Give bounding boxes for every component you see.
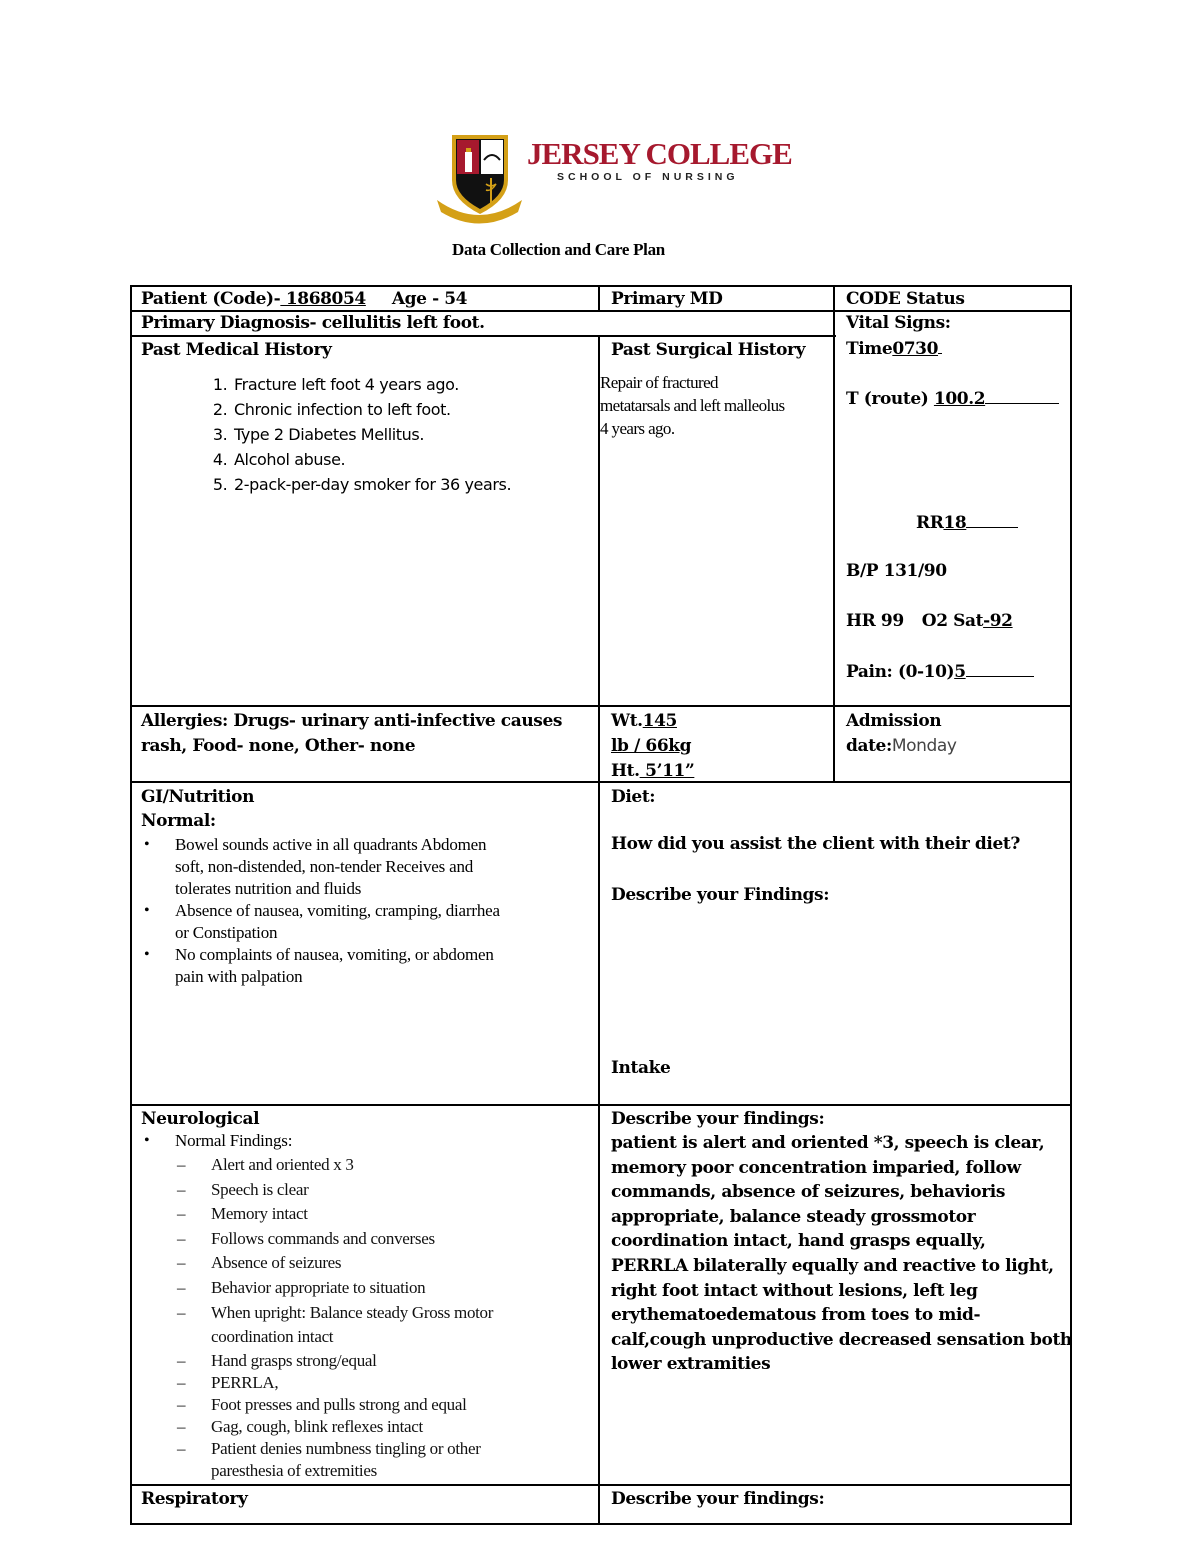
vital-hr: HR 99 (846, 611, 904, 631)
list-item (141, 944, 500, 988)
respiratory-label: Respiratory (141, 1489, 248, 1509)
allergies-line: rash, Food- none, Other- none (141, 736, 416, 756)
logo-brand-text: JERSEY COLLEGE (527, 136, 792, 171)
findings-line: right foot intact without lesions, left leg (611, 1280, 978, 1301)
neuro-normal-findings (141, 1130, 292, 1152)
findings-line: calf,cough unproductive decreased sensation both (611, 1329, 1072, 1350)
surgical-line: 4 years ago. (600, 419, 675, 438)
patient-age: Age - 54 (391, 289, 468, 309)
vital-o2-value: -92 (983, 611, 1013, 631)
list-item: – PERRLA, (175, 1372, 493, 1394)
neuro-normal-findings-label: • Normal Findings: (175, 1131, 293, 1150)
list-item: – Hand grasps strong/equal (175, 1350, 493, 1372)
height-value: 5’11” (639, 761, 695, 781)
intake-label: Intake (611, 1058, 671, 1078)
vital-temp-value: 100.2 (933, 389, 986, 409)
admission-date-line (846, 734, 957, 759)
vital-time-value: 0730 (892, 339, 939, 359)
vital-temp-label: T (route) (846, 389, 929, 409)
findings-line: commands, absence of seizures, behavioris (611, 1182, 1006, 1203)
blank-line (966, 510, 1018, 528)
list-item: – Speech is clear (175, 1178, 493, 1203)
item-line: – Patient denies numbness tingling or other (211, 1438, 481, 1458)
diet-assist-question: How did you assist the client with their diet? (611, 834, 1020, 854)
list-item (141, 1130, 292, 1152)
row-divider (130, 1484, 1072, 1486)
patient-code-value: 1868054 (280, 289, 366, 309)
list-item: – Alert and oriented x 3 (175, 1153, 493, 1178)
past-surgical-history-label: Past Surgical History (611, 340, 806, 360)
column-divider (833, 285, 835, 783)
list-item: – Behavior appropriate to situation (175, 1276, 493, 1301)
diet-label: Diet: (611, 787, 656, 807)
primary-diagnosis: Primary Diagnosis- cellulitis left foot. (141, 313, 485, 333)
item-line: paresthesia of extremities (211, 1460, 377, 1480)
bullet-line: tolerates nutrition and fluids (175, 879, 362, 898)
list-item: 2. Chronic infection to left foot. (232, 397, 511, 422)
logo-subtitle-text: SCHOOL OF NURSING (557, 171, 739, 183)
bullet-line: or Constipation (175, 923, 278, 942)
blank-line (966, 659, 1034, 677)
bullet-line: • Absence of nausea, vomiting, cramping, diarrhea (175, 901, 500, 920)
vital-hr-o2 (846, 609, 1013, 633)
blank-line (985, 386, 1059, 404)
vital-signs-label: Vital Signs: (846, 313, 951, 333)
vital-pain-value: 5 (954, 662, 966, 682)
findings-line: PERRLA bilaterally equally and reactive to light, (611, 1255, 1054, 1276)
list-item (141, 834, 500, 900)
height-label: Ht. (611, 761, 640, 781)
past-surgical-history-text (600, 371, 785, 440)
gi-normal-findings-list (141, 834, 500, 988)
list-item: – Gag, cough, blink reflexes intact (175, 1416, 493, 1438)
vital-pain-label: Pain: (0-10) (846, 662, 955, 682)
weight (611, 709, 694, 734)
neuro-normal-findings-list (175, 1153, 493, 1482)
row-divider (130, 781, 1072, 783)
admission-date (846, 709, 957, 759)
list-item: 3. Type 2 Diabetes Mellitus. (232, 422, 511, 447)
admission-date-value: Monday (891, 736, 957, 756)
weight-label: Wt. (611, 711, 643, 731)
vital-rr-value: 18 (943, 513, 967, 533)
respiratory-findings-label: Describe your findings: (611, 1489, 825, 1509)
bullet-line: pain with palpation (175, 967, 303, 986)
findings-line: appropriate, balance steady grossmotor (611, 1206, 976, 1227)
list-item: – Foot presses and pulls strong and equal (175, 1394, 493, 1416)
blank-line (938, 336, 942, 354)
findings-line: patient is alert and oriented *3, speech is clear, (611, 1133, 1045, 1153)
item-line: coordination intact (211, 1327, 334, 1347)
weight-units: lb / 66kg (611, 736, 692, 756)
neuro-findings-text (611, 1131, 1072, 1377)
gi-nutrition-label: GI/Nutrition (141, 787, 255, 807)
list-item (175, 1438, 493, 1482)
findings-line: coordination intact, hand grasps equally, (611, 1231, 986, 1252)
weight-value: 145 (642, 711, 677, 731)
item-line: – When upright: Balance steady Gross motor (211, 1302, 494, 1322)
bullet-line: • Bowel sounds active in all quadrants Abdomen (175, 835, 487, 854)
vital-temperature (846, 386, 1059, 411)
table-border-bottom (130, 1523, 1072, 1525)
column-divider (598, 335, 600, 1525)
surgical-line: metatarsals and left malleolus (600, 396, 785, 415)
vital-o2-label: O2 Sat (921, 611, 984, 631)
findings-line: memory poor concentration imparied, follow (611, 1157, 1021, 1178)
list-item: – Absence of seizures (175, 1251, 493, 1276)
surgical-line: Repair of fractured (600, 373, 718, 392)
gi-findings-label: Describe your Findings: (611, 885, 830, 905)
vital-bp: B/P 131/90 (846, 561, 947, 581)
weight-height (611, 709, 694, 784)
list-item (141, 900, 500, 944)
vital-pain (846, 659, 1034, 684)
vital-rr-label: RR (916, 513, 944, 533)
primary-md-label: Primary MD (611, 289, 723, 309)
gi-normal-label: Normal: (141, 811, 216, 831)
code-status-label: CODE Status (846, 289, 965, 309)
list-item (175, 1301, 493, 1350)
vital-time (846, 336, 942, 361)
row-divider (130, 705, 1072, 707)
list-item: – Memory intact (175, 1202, 493, 1227)
patient-code-label: Patient (Code)- (141, 289, 281, 309)
height (611, 759, 694, 784)
past-medical-history-label: Past Medical History (141, 340, 332, 360)
patient-code-cell (141, 287, 467, 311)
row-divider (130, 335, 836, 337)
allergies-text (141, 709, 562, 759)
list-item: – Follows commands and converses (175, 1227, 493, 1252)
neuro-findings-label: Describe your findings: (611, 1109, 825, 1129)
past-medical-history-list (210, 372, 511, 497)
findings-line: erythematoedematous from toes to mid- (611, 1305, 981, 1326)
admission-label: Admission (846, 711, 942, 731)
admission-date-label: date: (846, 736, 892, 756)
vital-rr (916, 510, 1018, 535)
bullet-line: soft, non-distended, non-tender Receives and (175, 857, 474, 876)
findings-line: lower extramities (611, 1354, 771, 1375)
list-item: 4. Alcohol abuse. (232, 447, 511, 472)
list-item: 5. 2-pack-per-day smoker for 36 years. (232, 472, 511, 497)
table-border-left (130, 285, 132, 1525)
vital-time-label: Time (846, 339, 893, 359)
row-divider (130, 1104, 1072, 1106)
allergies-line: Allergies: Drugs- urinary anti-infective causes (141, 711, 563, 731)
column-divider (598, 285, 600, 311)
neurological-label: Neurological (141, 1109, 260, 1129)
page-title: Data Collection and Care Plan (452, 240, 665, 259)
bullet-line: • No complaints of nausea, vomiting, or abdomen (175, 945, 494, 964)
list-item: 1. Fracture left foot 4 years ago. (232, 372, 511, 397)
